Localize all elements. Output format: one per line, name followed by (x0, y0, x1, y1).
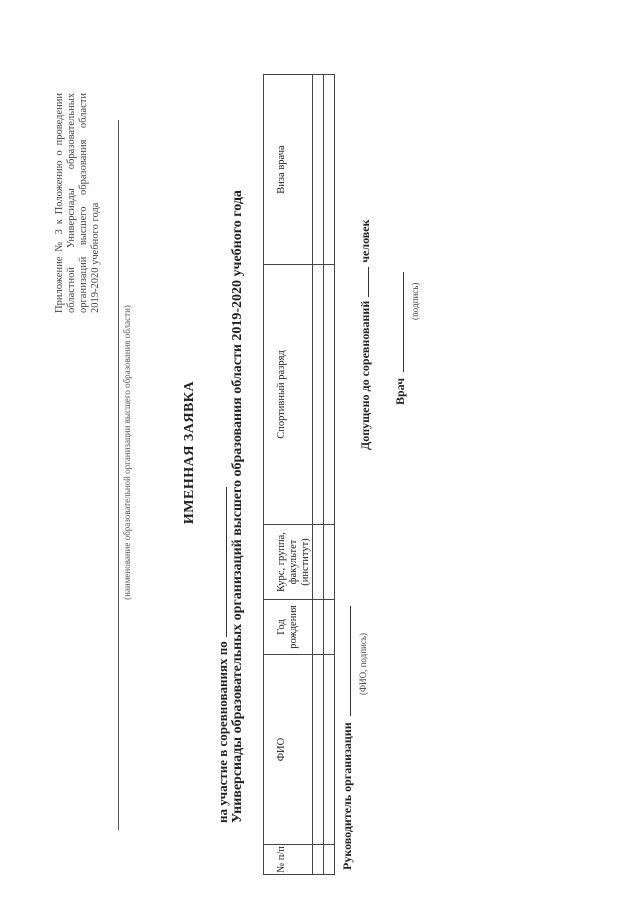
head-of-organization (340, 606, 355, 870)
table-cell (324, 265, 335, 525)
head-signature-line (340, 606, 351, 716)
intro-line-1-text: на участие в соревнованиях по (215, 641, 230, 823)
table-row (313, 75, 324, 875)
col-course-group: Курс, группа, факультет (институт) (264, 525, 313, 600)
table-cell (324, 75, 335, 265)
head-label: Руководитель организации (340, 722, 354, 870)
col-sport-rank: Спортивный разряд (264, 265, 313, 525)
head-signature-caption: (ФИО, подпись) (358, 633, 368, 695)
table-cell (313, 265, 324, 525)
table-cell (324, 655, 335, 845)
admitted-count-line (358, 267, 369, 297)
admitted-label: Допущено до соревнований (358, 300, 372, 450)
participants-table (263, 74, 335, 875)
table-cell (313, 655, 324, 845)
table-cell (324, 525, 335, 600)
doctor-signature-caption: (подпись) (410, 282, 420, 320)
col-fio: ФИО (264, 655, 313, 845)
table-cell (313, 75, 324, 265)
form-title: ИМЕННАЯ ЗАЯВКА (182, 380, 197, 525)
sport-fill-line (214, 487, 227, 637)
col-number: № п/п (264, 845, 313, 875)
table-header-row (264, 75, 313, 875)
col-doctor-visa: Виза врача (264, 75, 313, 265)
col-birth-year: Год рождения (264, 600, 313, 655)
intro-line-2: Универсиады образовательных организаций высшего образования области 2019-2020 учебного года (230, 190, 245, 823)
intro-line-1 (214, 487, 231, 823)
doctor-line (393, 272, 408, 405)
appendix-note: Приложение № 3 к Положению о проведении областной Универсиады образовательных организаций высшего образования области 2019-2020 учебного года (54, 93, 101, 313)
admitted-line (358, 219, 373, 450)
organization-name-line (118, 120, 119, 830)
table-cell (324, 845, 335, 875)
table-row (324, 75, 335, 875)
table-cell (313, 845, 324, 875)
table-cell (313, 600, 324, 655)
doctor-label: Врач (393, 378, 407, 405)
organization-name-caption: (наименование образовательной организации высшего образования области) (122, 305, 132, 600)
doctor-signature-line (393, 272, 404, 372)
table-cell (313, 525, 324, 600)
table-cell (324, 600, 335, 655)
admitted-unit: человек (358, 219, 372, 263)
